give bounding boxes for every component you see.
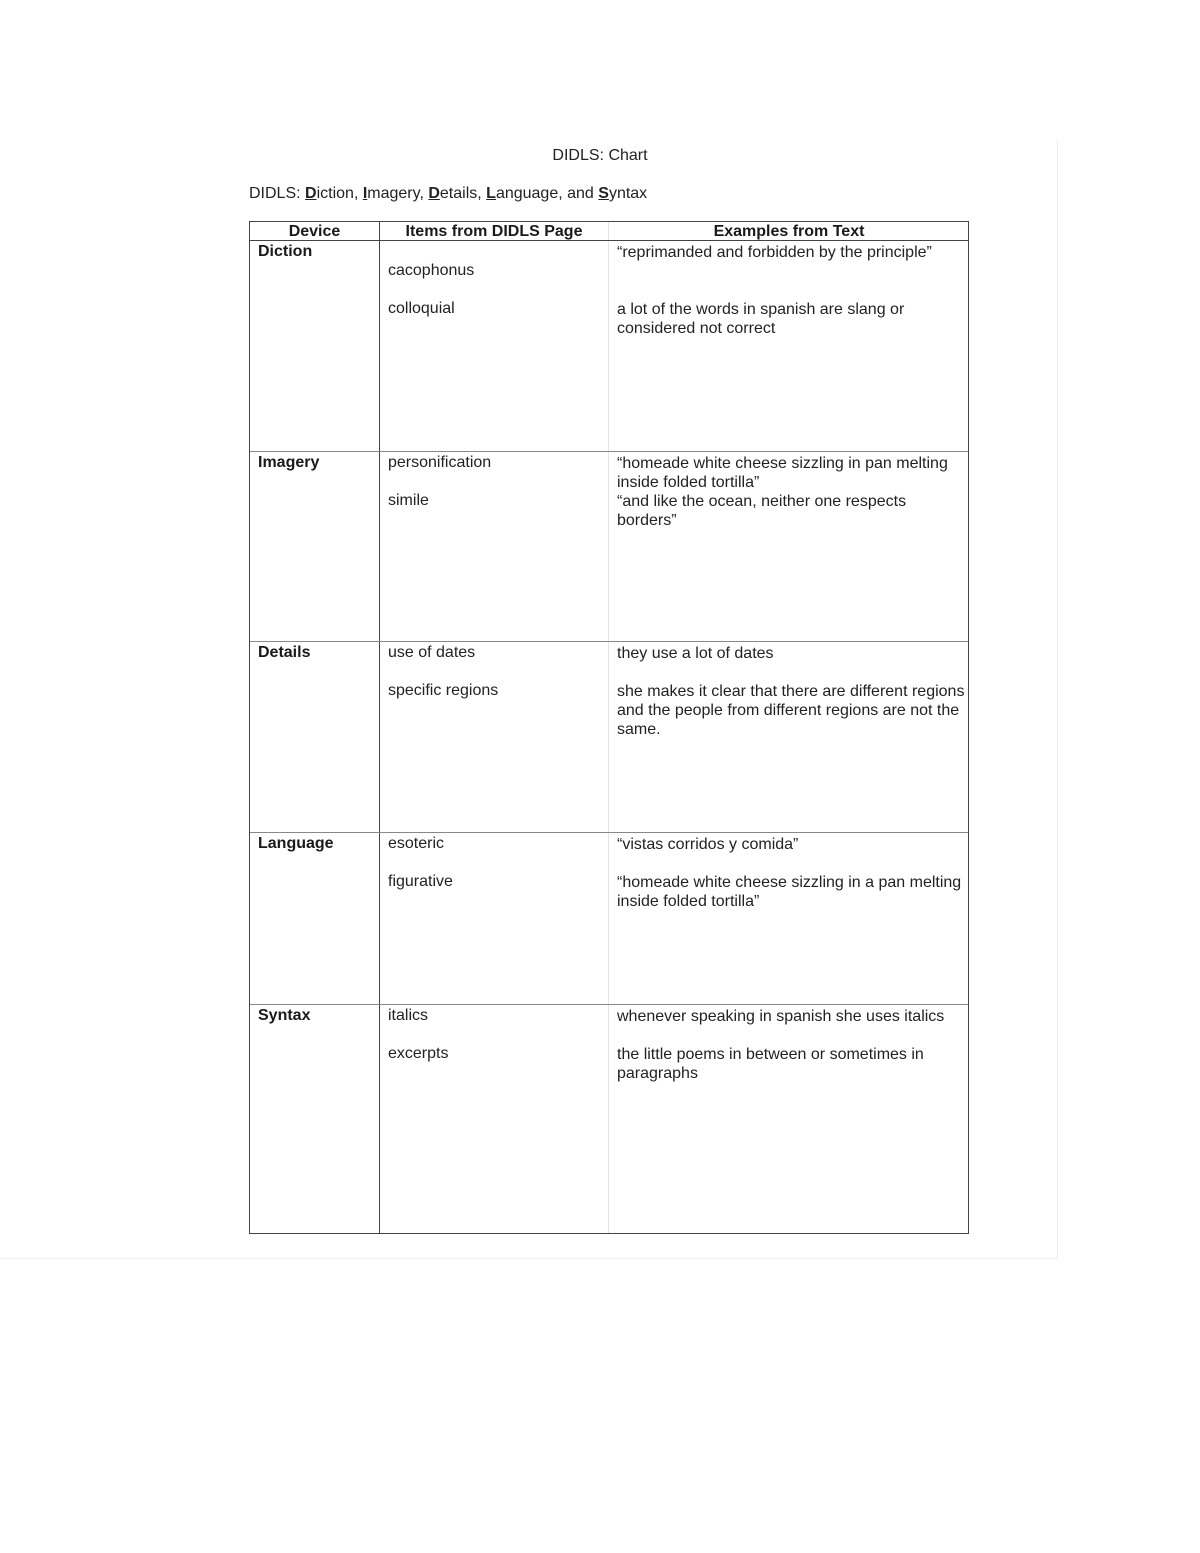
example-cell: “reprimanded and forbidden by the principle” xyxy=(617,244,932,261)
subtitle-initial-diction: D xyxy=(305,185,317,202)
example-cell: whenever speaking in spanish she uses italics xyxy=(617,1008,945,1025)
example-cell: she makes it clear that there are different regions and the people from different regions are not the same. xyxy=(617,683,965,738)
row-divider xyxy=(250,1004,968,1005)
example-cell: “homeade white cheese sizzling in a pan melting inside folded tortilla” xyxy=(617,874,962,910)
header-device: Device xyxy=(288,223,341,240)
row-divider xyxy=(250,451,968,452)
page-bottom-edge xyxy=(0,1258,1058,1259)
item-cell: cacophonus xyxy=(388,262,475,279)
subtitle-separator: , xyxy=(477,185,487,202)
example-cell: the little poems in between or sometimes in paragraphs xyxy=(617,1046,924,1082)
subtitle-initial-details: D xyxy=(428,185,440,202)
item-cell: colloquial xyxy=(388,300,455,317)
item-cell: simile xyxy=(388,492,429,509)
header-examples: Examples from Text xyxy=(713,223,865,240)
device-language: Language xyxy=(258,835,334,852)
subtitle-initial-language: L xyxy=(486,185,496,202)
device-syntax: Syntax xyxy=(258,1007,311,1024)
subtitle-initial-imagery: I xyxy=(362,185,368,202)
item-cell: excerpts xyxy=(388,1045,449,1062)
header-divider xyxy=(250,240,968,241)
item-cell: personification xyxy=(388,454,492,471)
item-cell: figurative xyxy=(388,873,453,890)
column-divider xyxy=(379,222,380,1233)
document-title: DIDLS: Chart xyxy=(552,147,648,164)
subtitle-word-language: anguage xyxy=(495,185,559,202)
subtitle-prefix: DIDLS: xyxy=(249,185,306,202)
example-cell: “homeade white cheese sizzling in pan melting inside folded tortilla” xyxy=(617,455,948,491)
didls-subtitle xyxy=(249,185,647,203)
subtitle-separator: , xyxy=(419,185,429,202)
example-cell: they use a lot of dates xyxy=(617,645,774,662)
subtitle-word-imagery: magery xyxy=(367,185,420,202)
subtitle-word-diction: iction xyxy=(316,185,354,202)
didls-table xyxy=(249,221,969,1234)
subtitle-initial-syntax: S xyxy=(598,185,609,202)
subtitle-word-details: etails xyxy=(439,185,478,202)
example-cell: “vistas corridos y comida” xyxy=(617,836,799,853)
row-divider xyxy=(250,641,968,642)
row-divider xyxy=(250,832,968,833)
column-divider xyxy=(608,222,609,1233)
page-right-edge xyxy=(1057,140,1058,1260)
item-cell: esoteric xyxy=(388,835,445,852)
item-cell: use of dates xyxy=(388,644,476,661)
item-cell: italics xyxy=(388,1007,429,1024)
device-imagery: Imagery xyxy=(258,454,320,471)
subtitle-separator: , and xyxy=(558,185,599,202)
example-cell: a lot of the words in spanish are slang or considered not correct xyxy=(617,301,905,337)
device-diction: Diction xyxy=(258,243,313,260)
header-items: Items from DIDLS Page xyxy=(405,223,583,240)
device-details: Details xyxy=(258,644,311,661)
item-cell: specific regions xyxy=(388,682,499,699)
subtitle-separator: , xyxy=(353,185,363,202)
example-cell: “and like the ocean, neither one respects borders” xyxy=(617,493,907,529)
subtitle-word-syntax: yntax xyxy=(608,185,648,202)
